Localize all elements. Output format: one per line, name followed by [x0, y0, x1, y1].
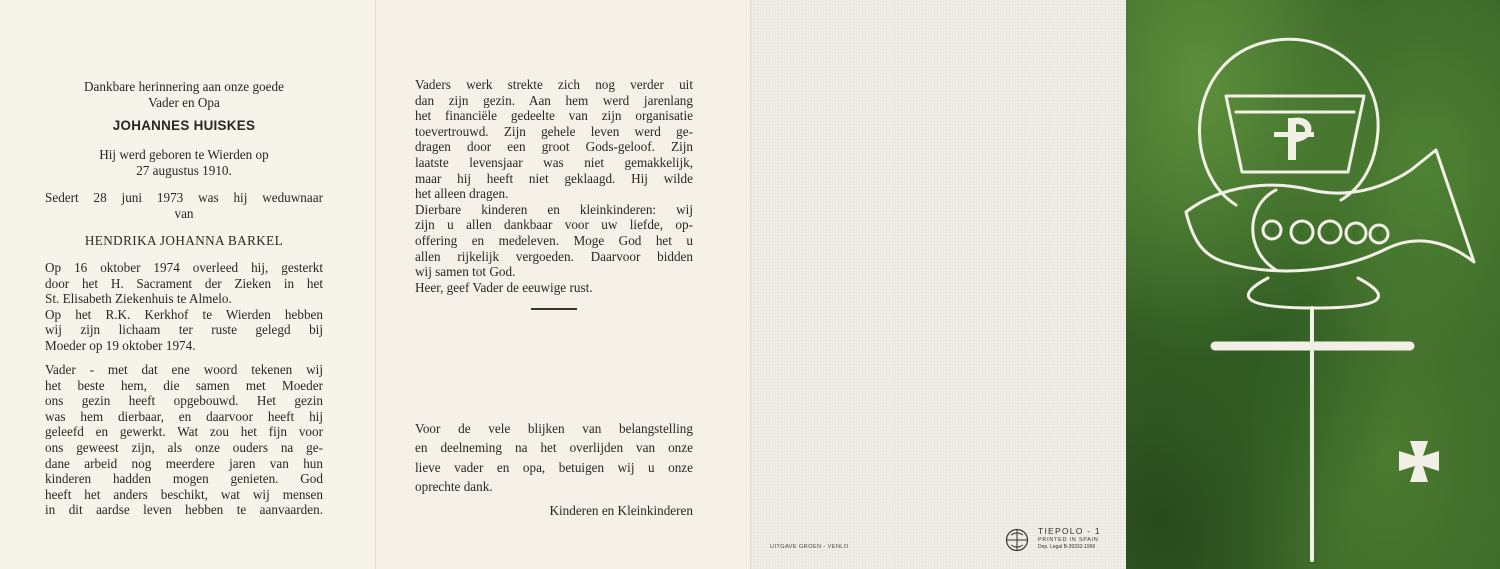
tribute-line: Vader - met dat ene woord tekenen wij — [45, 362, 323, 377]
thanks-line: en deelneming na het overlijden van onze — [415, 440, 693, 456]
tiepolo-logo-icon — [1003, 528, 1031, 552]
spouse-name: HENDRIKA JOHANNA BARKEL — [84, 233, 284, 248]
bubble-mark — [1299, 226, 1305, 238]
thanks-text — [415, 419, 693, 497]
fish-body — [1186, 150, 1474, 271]
work-line: het alleen dragen. — [415, 186, 509, 202]
chalice-foot — [1248, 278, 1378, 308]
fish-bubble — [1319, 221, 1341, 243]
thanks-line: Voor de vele blijken van belangstelling — [415, 421, 693, 436]
thanks-line: oprechte dank. — [415, 479, 493, 495]
tribute-line: in dit aardse leven hebben te aanvaarden. — [45, 502, 323, 518]
fish-chalice-emblem-icon — [1126, 0, 1500, 569]
legal-label: Dep. Legal B-39332-1966 — [1038, 544, 1096, 550]
card-panel-blank — [750, 0, 1126, 569]
tribute-line: geleefd en gewerkt. Wat zou het fijn voor — [45, 424, 323, 440]
children-line: allen rijkelijk vergoeden. Daarvoor bidden — [415, 248, 693, 264]
death-line: St. Elisabeth Ziekenhuis te Almelo. — [45, 291, 232, 307]
work-line: Vaders werk strekte zich nog verder uit — [415, 77, 693, 92]
tribute-line: was hem dierbaar, en daarvoor heeft hij — [45, 408, 323, 424]
series-label: TIEPOLO - 1 — [1038, 526, 1101, 536]
death-line: Moeder op 19 oktober 1974. — [45, 337, 196, 353]
children-line: zijn u allen dankbaar voor uw liefde, op- — [415, 217, 693, 233]
chi-rho-bar — [1274, 132, 1314, 137]
birth-line: Hij werd geboren te Wierden op — [99, 147, 269, 162]
work-line: toevertrouwd. Zijn gehele leven werd ge- — [415, 123, 693, 139]
printed-label: PRINTED IN SPAIN — [1038, 537, 1099, 543]
tribute-line: ons geweest zijn, als onze ouders na ge- — [45, 439, 323, 455]
deceased-name: JOHANNES HUISKES — [112, 118, 256, 133]
publisher-imprint: UITGAVE GROEN - VENLO — [770, 544, 849, 550]
small-cross-icon — [1399, 441, 1439, 482]
widower-line: van — [174, 205, 194, 221]
work-line: het financiële gedeelte van zijn organisatie — [415, 108, 693, 124]
bubble-mark — [1354, 228, 1359, 238]
bubble-mark — [1327, 226, 1333, 238]
work-line: dan zijn gezin. Aan hem werd jarenlang — [415, 92, 693, 108]
death-line: door het H. Sacrament der Zieken in het — [45, 275, 323, 291]
widower-text — [45, 190, 323, 221]
children-line: Dierbare kinderen en kleinkinderen: wij — [415, 201, 693, 217]
prayer-line: Heer, geef Vader de eeuwige rust. — [415, 279, 593, 295]
widower-line: Sedert 28 juni 1973 was hij weduwnaar — [45, 190, 323, 205]
bubble-mark — [1378, 229, 1383, 238]
chi-rho-icon — [1288, 118, 1311, 160]
children-line: wij samen tot God. — [415, 264, 516, 280]
intro-text — [45, 79, 323, 110]
card-panel-cover — [1126, 0, 1500, 569]
work-line: dragen door een groot Gods-geloof. Zijn — [415, 139, 693, 155]
tribute-line: ons gezin heeft opgebouwd. Het gezin — [45, 393, 323, 409]
death-line: Op het R.K. Kerkhof te Wierden hebben — [45, 306, 323, 322]
work-text — [415, 77, 693, 295]
tribute-line: heeft het anders beschikt, wat wij mensen — [45, 486, 323, 502]
tiepolo-imprint — [1038, 528, 1101, 551]
death-line: Op 16 oktober 1974 overleed hij, gesterkt — [45, 260, 323, 275]
birth-text — [45, 147, 323, 178]
fish-bubble — [1370, 225, 1388, 243]
thanks-line: lieve vader en opa, betuigen wij u onze — [415, 459, 693, 475]
death-text — [45, 260, 323, 354]
children-line: offering en medeleven. Moge God het u — [415, 232, 693, 248]
signature: Kinderen en Kleinkinderen — [549, 503, 693, 518]
divider-rule — [531, 308, 577, 310]
work-line: maar hij heeft niet geklaagd. Hij wilde — [415, 170, 693, 186]
intro-line: Dankbare herinnering aan onze goede — [84, 79, 284, 94]
tribute-text — [45, 362, 323, 518]
tribute-line: kinderen hadden mogen genieten. God — [45, 471, 323, 487]
fish-bubble — [1346, 223, 1366, 243]
work-line: laatste levensjaar was niet gemakkelijk, — [415, 154, 693, 170]
card-panel-left — [0, 0, 375, 569]
tribute-line: het beste hem, die samen met Moeder — [45, 377, 323, 393]
birth-line: 27 augustus 1910. — [136, 162, 232, 178]
intro-line: Vader en Opa — [148, 94, 220, 110]
death-line: wij zijn lichaam ter ruste gelegd bij — [45, 322, 323, 338]
bubble-mark — [1271, 226, 1275, 234]
tribute-line: dane arbeid nog meerdere jaren van hun — [45, 455, 323, 471]
fish-bubble — [1291, 221, 1313, 243]
